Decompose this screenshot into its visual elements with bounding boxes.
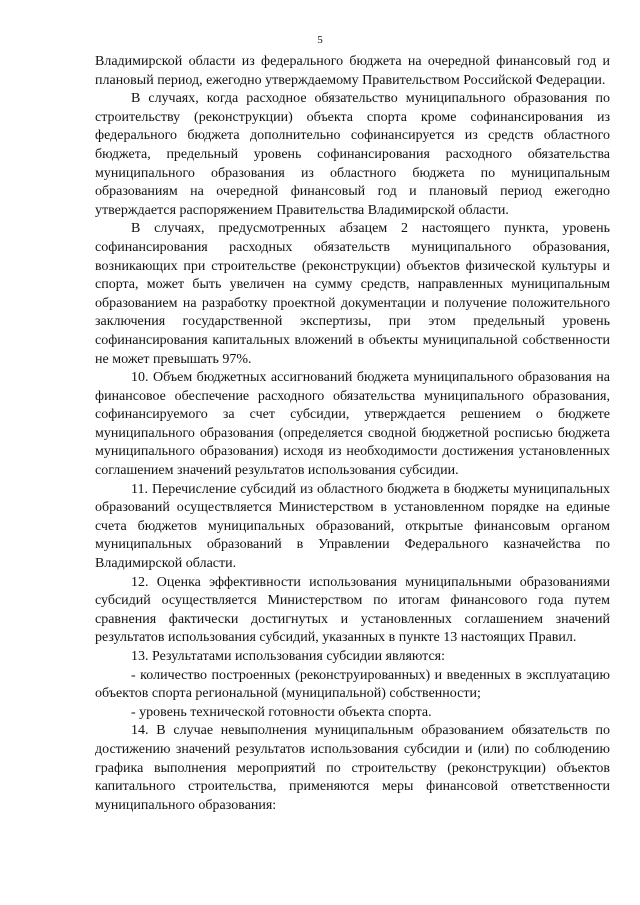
paragraph-clause-12: 12. Оценка эффективности использования муниципальными образованиями субсидий осуществляется Министерством по итогам финансового года путем сравнения фактически достигнутых и установленных соглашением значений результатов использования субсидий, указанных в пункте 13 настоящих Правил. [95, 574, 610, 646]
list-item-readiness-level: - уровень технической готовности объекта спорта. [131, 704, 432, 720]
paragraph-continuation: Владимирской области из федерального бюджета на очередной финансовый год и плановый период, ежегодно утверждаемому Правительством Российской Федерации. [95, 54, 610, 88]
paragraph-clause-14: 14. В случае невыполнения муниципальным образованием обязательств по достижению значений результатов использования субсидии и (или) по соблюдению графика выполнения мероприятий по строительству (реконструкции) объектов капитального строительства, применяются меры финансовой ответственности муниципального образования: [95, 723, 610, 813]
paragraph-clause-11: 11. Перечисление субсидий из областного бюджета в бюджеты муниципальных образований осуществляется Министерством в установленном порядке на единые счета бюджетов муниципальных образований, открытые финансовым органом муниципальных образований в Управлении Федерального казначейства по Владимирской области. [95, 481, 610, 572]
paragraph-clause-10: 10. Объем бюджетных ассигнований бюджета муниципального образования на финансовое обеспечение расходного обязательства муниципального образования, софинансируемого за счет субсидии, утверждается решением о бюджете муниципального образования (определяется сводной бюджетной росписью бюджета муниципального образования) исходя из необходимости достижения установленных соглашением значений результатов использования субсидии. [95, 370, 610, 479]
paragraph-clause-13: 13. Результатами использования субсидии являются: [131, 649, 446, 664]
document-body [95, 53, 610, 815]
paragraph-cofinancing-regional: В случаях, когда расходное обязательство муниципального образования по строительству (реконструкции) объекта спорта кроме софинансирования из федерального бюджета дополнительно софинансируется из средств областного бюджета, предельный уровень софинансирования расходного обязательства муниципального образования из областного бюджета по муниципальным образованиям на очередной финансовый год и плановый период ежегодно утверждается распоряжением Правительства Владимирской области. [95, 91, 610, 218]
paragraph-cofinancing-increase: В случаях, предусмотренных абзацем 2 настоящего пункта, уровень софинансирования расходных обязательств муниципального образования, возникающих при строительстве (реконструкции) объектов физической культуры и спорта, может быть увеличен на сумму средств, направленных муниципальным образованием на разработку проектной документации и получение положительного заключения государственной экспертизы, при этом предельный уровень софинансирования капитальных вложений в объекты муниципальной собственности не может превышать 97%. [95, 221, 610, 367]
list-item-objects-count: - количество построенных (реконструированных) и введенных в эксплуатацию объектов спорта региональной (муниципальной) собственности; [95, 667, 610, 702]
page-number: 5 [317, 34, 323, 46]
